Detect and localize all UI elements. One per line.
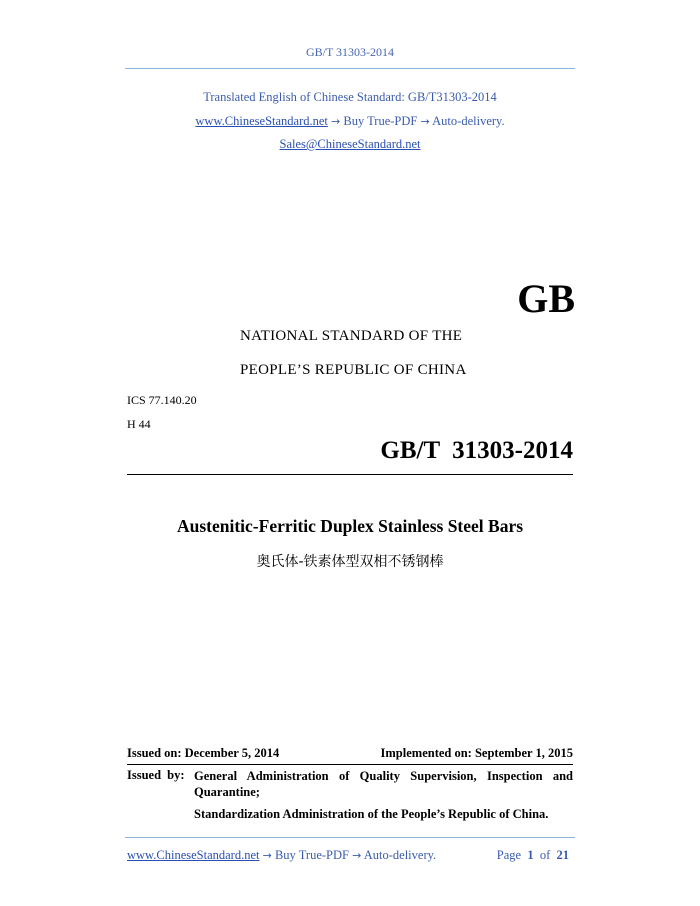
arrow-right-icon: →: [331, 115, 341, 128]
page-word: Page: [496, 848, 522, 862]
arrow-right-icon: →: [420, 115, 430, 128]
gb-logo: GB: [517, 276, 575, 321]
national-standard-line1: NATIONAL STANDARD OF THE: [240, 328, 463, 344]
site-link[interactable]: www.ChineseStandard.net: [195, 114, 328, 128]
dates-rule: [127, 764, 573, 765]
issued-by-label: Issued by:: [127, 768, 185, 782]
issuing-org-2: Standardization Administration of the People’s Republic of China.: [194, 807, 549, 821]
title-english: Austenitic-Ferritic Duplex Stainless Steel Bars: [176, 516, 524, 536]
ics-code: ICS 77.140.20: [127, 393, 197, 407]
issued-date: Issued on: December 5, 2014: [127, 746, 280, 760]
sales-email-link[interactable]: Sales@ChineseStandard.net: [279, 137, 421, 151]
standard-number-rule: [127, 474, 573, 475]
of-word: of: [539, 848, 551, 862]
title-chinese: 奥氏体-铁素体型双相不锈钢棒: [256, 554, 444, 570]
footer-divider: [125, 837, 575, 838]
buy-true-pdf-text: Buy True-PDF: [343, 114, 418, 128]
implemented-date: Implemented on: September 1, 2015: [380, 746, 573, 760]
email-line: [0, 137, 700, 152]
arrow-right-icon: →: [352, 849, 362, 862]
auto-delivery-text: Auto-delivery.: [432, 114, 505, 128]
ccs-code: H 44: [127, 417, 151, 431]
translation-notice: Translated English of Chinese Standard: GB/T31303-2014: [203, 90, 497, 104]
issuing-org-1-line2: Quarantine;: [194, 785, 260, 799]
footer-promo: [127, 848, 436, 863]
page-indicator: [497, 848, 569, 863]
footer-site-link[interactable]: www.ChineseStandard.net: [127, 848, 260, 862]
page-number: 1: [527, 848, 534, 862]
standard-number: GB/T 31303-2014: [380, 437, 573, 464]
total-pages: 21: [556, 848, 569, 862]
header-standard-code: GB/T 31303-2014: [305, 45, 395, 59]
promo-line: [0, 114, 700, 129]
footer-delivery-text: Auto-delivery.: [363, 848, 437, 862]
footer-buy-text: Buy True-PDF: [274, 848, 349, 862]
national-standard-line2: PEOPLE’S REPUBLIC OF CHINA: [240, 362, 467, 378]
issuing-org-1-line1: General Administration of Quality Supervision, Inspection and: [194, 769, 573, 783]
header-divider: [125, 68, 575, 69]
arrow-right-icon: →: [262, 849, 272, 862]
